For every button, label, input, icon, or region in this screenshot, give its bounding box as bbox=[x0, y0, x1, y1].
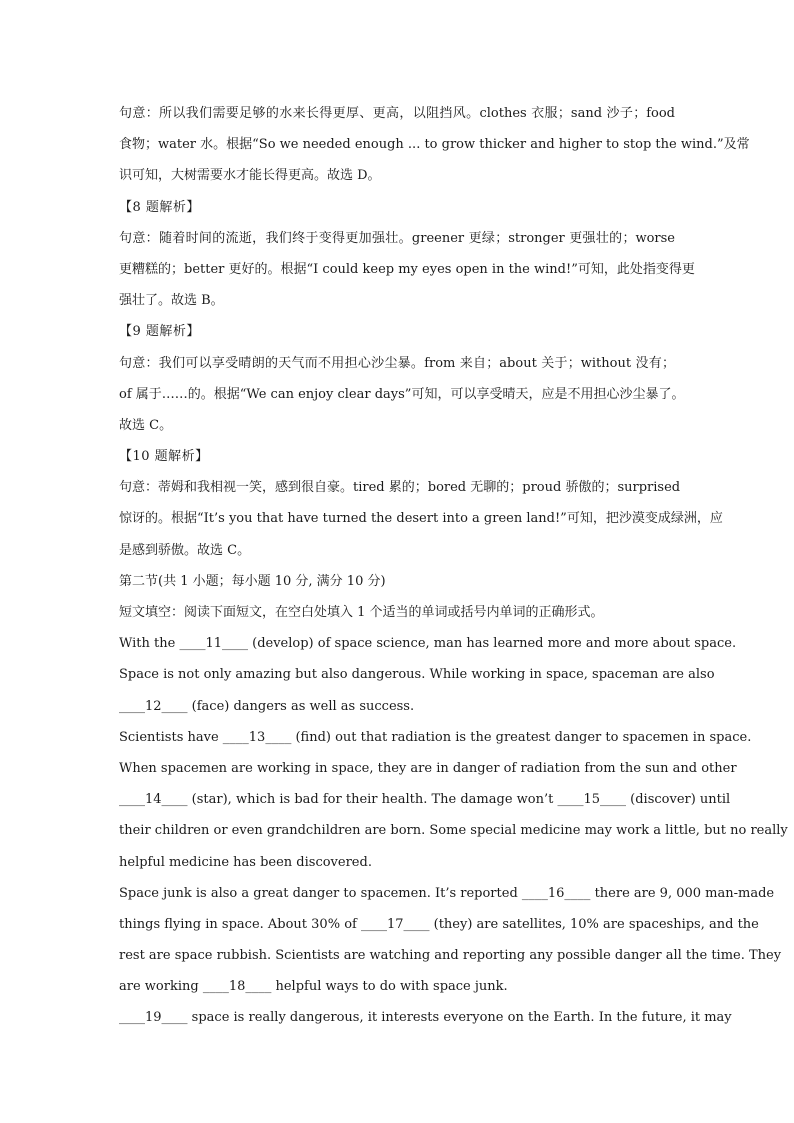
passage-line: rest are space rubbish. Scientists are watching and reporting any possible danger all the time. They bbox=[119, 948, 782, 964]
passage-line: With the ____11____ (develop) of space science, man has learned more and more about space. bbox=[119, 636, 737, 652]
passage-line: Space is not only amazing but also dangerous. While working in space, spaceman are also bbox=[119, 667, 715, 683]
text-line-q8-answer: 强壮了。故选 B。 bbox=[119, 293, 224, 309]
section-title-part2: 第二节(共 1 小题；每小题 10 分, 满分 10 分) bbox=[119, 573, 386, 589]
passage-line: helpful medicine has been discovered. bbox=[119, 854, 372, 870]
document-page bbox=[119, 98, 788, 1034]
text-line-q8-explanation: 句意：随着时间的流逝，我们终于变得更加强壮。greener 更绿；stronger 更强壮的；worse bbox=[119, 230, 675, 246]
passage-line: things flying in space. About 30% of ____17____ (they) are satellites, 10% are spaceships, and the bbox=[119, 916, 759, 932]
text-line-q7-explanation: 食物；water 水。根据“So we needed enough ... to grow thicker and higher to stop the wind.”及常 bbox=[119, 137, 750, 153]
text-line-q9-answer: 故选 C。 bbox=[119, 417, 173, 433]
instructions: 短文填空：阅读下面短文，在空白处填入 1 个适当的单词或括号内单词的正确形式。 bbox=[119, 605, 604, 620]
section-heading-q9: 【9 题解析】 bbox=[119, 324, 200, 340]
passage-line: Scientists have ____13____ (find) out that radiation is the greatest danger to spacemen in space. bbox=[119, 729, 752, 745]
passage-line: ____14____ (star), which is bad for their health. The damage won’t ____15____ (discover) until bbox=[119, 792, 731, 808]
passage-line: When spacemen are working in space, they are in danger of radiation from the sun and other bbox=[119, 760, 737, 776]
passage-line: ____19____ space is really dangerous, it interests everyone on the Earth. In the future, it may bbox=[119, 1010, 732, 1026]
text-line-q9-explanation: 句意：我们可以享受晴朗的天气而不用担心沙尘暴。from 来自；about 关于；without 没有； bbox=[119, 355, 675, 371]
passage-line: their children or even grandchildren are born. Some special medicine may work a little, but no really bbox=[119, 823, 788, 839]
text-line-q7-explanation: 句意：所以我们需要足够的水来长得更厚、更高，以阻挡风。clothes 衣服；sand 沙子；food bbox=[119, 106, 675, 121]
section-heading-q8: 【8 题解析】 bbox=[119, 199, 200, 215]
text-line-q8-explanation: 更糟糕的；better 更好的。根据“I could keep my eyes open in the wind!”可知，此处指变得更 bbox=[119, 261, 695, 277]
text-line-q7-answer: 识可知，大树需要水才能长得更高。故选 D。 bbox=[119, 168, 381, 184]
passage-line: are working ____18____ helpful ways to do with space junk. bbox=[119, 979, 508, 995]
text-line-q10-explanation: 惊讶的。根据“It’s you that have turned the desert into a green land!”可知，把沙漠变成绿洲，应 bbox=[119, 511, 723, 527]
text-line-q10-answer: 是感到骄傲。故选 C。 bbox=[119, 542, 251, 558]
text-line-q9-explanation: of 属于……的。根据“We can enjoy clear days”可知，可以享受晴天，应是不用担心沙尘暴了。 bbox=[119, 386, 685, 402]
section-heading-q10: 【10 题解析】 bbox=[119, 449, 209, 465]
passage-line: ____12____ (face) dangers as well as success. bbox=[119, 698, 415, 714]
passage-line: Space junk is also a great danger to spacemen. It’s reported ____16____ there are 9, 000 man-made bbox=[119, 885, 775, 901]
text-line-q10-explanation: 句意：蒂姆和我相视一笑，感到很自豪。tired 累的；bored 无聊的；proud 骄傲的；surprised bbox=[119, 480, 681, 496]
